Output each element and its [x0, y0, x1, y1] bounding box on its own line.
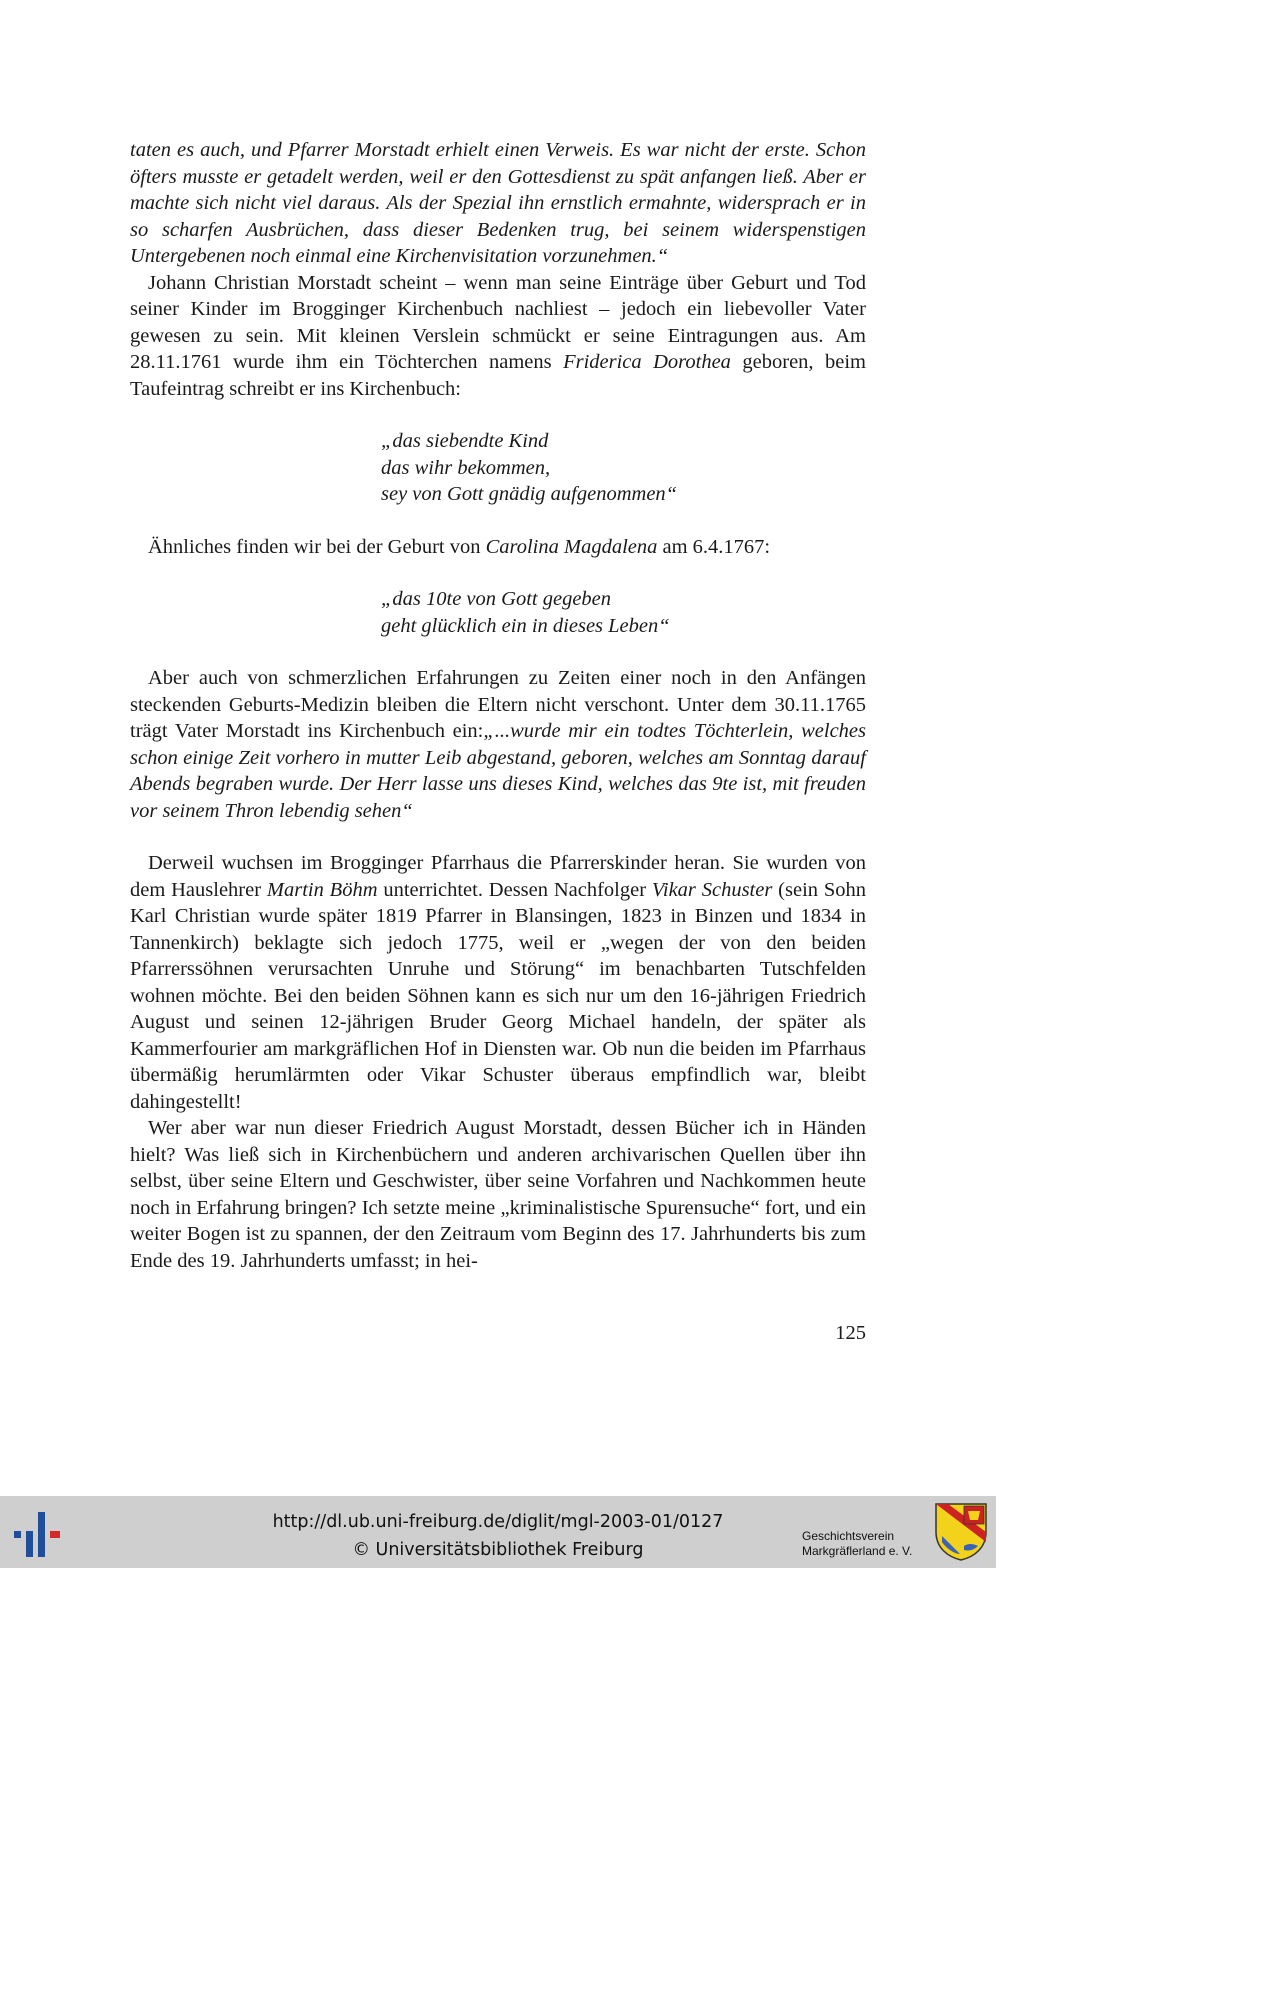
- name-friderica-dorothea: Friderica Dorothea: [563, 351, 731, 373]
- markgraeflerland-crest-icon: [934, 1502, 988, 1562]
- verse-line: „das 10te von Gott gegeben: [381, 588, 612, 610]
- kirchenbuch-quote: „...wurde mir ein todtes Töchterlein, welches schon einige Zeit vorhero in mutter Leib abgestand, geboren, welches am Sonntag darauf Abends begraben wurde. Der Herr lasse uns dieses Kind, welches das 9te ist, mit freuden vor seinem Thron lebendig sehen“: [130, 720, 866, 822]
- name-martin-boehm: Martin Böhm: [266, 878, 378, 901]
- verse-10te: [130, 586, 866, 639]
- paragraph-quote-continuation: taten es auch, und Pfarrer Morstadt erhielt einen Verweis. Es war nicht der erste. Schon öfters musste er getadelt werden, weil er den Gottesdienst zu spät anfangen ließ. Aber er machte sich nicht viel daraus. Als der Spezial ihn ernstlich ermahnte, widersprach er in so scharfen Ausbrüchen, dass dieser Bedenken trug, bei seinem widerspenstigen Untergebenen noch einmal eine Kirchenvisitation vorzunehmen.“: [130, 139, 866, 267]
- verse-line: sey von Gott gnädig aufgenommen“: [381, 483, 678, 505]
- verse-line: das wihr bekommen,: [381, 456, 551, 479]
- name-vikar-schuster: Vikar Schuster: [651, 878, 773, 901]
- paragraph-morstadt-father: Johann Christian Morstadt scheint – wenn man seine Einträge über Geburt und Tod seiner Kinder im Brogginger Kirchenbuch nachliest – jedoch ein liebevoller Vater gewesen zu sein. Mit kleinen Verslein schmückt er seine Eintragungen aus. Am 28.11.1761 wurde ihm ein Töchterchen namens Friderica Dorothea geboren, beim Taufeintrag schreibt er ins Kirchenbuch:: [130, 271, 866, 400]
- verse-line: geht glücklich ein in dieses Leben“: [381, 614, 670, 637]
- verse-line: „das siebendte Kind: [381, 430, 549, 452]
- verse-siebendte-kind: [130, 428, 866, 508]
- source-url-link[interactable]: http://dl.ub.uni-freiburg.de/diglit/mgl-2003-01/0127: [272, 1512, 724, 1532]
- copyright-text: © Universitätsbibliothek Freiburg: [352, 1540, 644, 1560]
- page-number: 125: [835, 1322, 866, 1344]
- body-text: [130, 137, 866, 1274]
- paragraph-carolina: Ähnliches finden wir bei der Geburt von Carolina Magdalena am 6.4.1767:: [148, 535, 771, 558]
- paragraph-friedrich-august: Wer aber war nun dieser Friedrich August Morstadt, dessen Bücher ich in Händen hielt? Was ließ sich in Kirchenbüchern und anderen archivarischen Quellen über ihn selbst, über seine Eltern und Geschwister, über seine Vorfahren und Nachkommen heute noch in Erfahrung bringen? Ich setzte meine „kriminalistische Spurensuche“ fort, und ein weiter Bogen ist zu spannen, der den Zeitraum vom Beginn des 17. Jahrhunderts bis zum Ende des 19. Jahrhunderts umfasst; in hei-: [130, 1117, 866, 1272]
- name-carolina-magdalena: Carolina Magdalena: [485, 535, 658, 558]
- paragraph-schmerzliche-erfahrungen: Aber auch von schmerzlichen Erfahrungen zu Zeiten einer noch in den Anfängen steckenden Geburts-Medizin bleiben die Eltern nicht verschont. Unter dem 30.11.1765 trägt Vater Morstadt ins Kirchenbuch ein:„...wurde mir ein todtes Töchterlein, welches schon einige Zeit vorhero in mutter Leib abgestand, geboren, welches am Sonntag darauf Abends begraben wurde. Der Herr lasse uns dieses Kind, welches das 9te ist, mit freuden vor seinem Thron lebendig sehen“: [130, 667, 866, 822]
- footer-bar: [0, 1496, 996, 1568]
- paragraph-pfarrerskinder: Derweil wuchsen im Brogginger Pfarrhaus die Pfarrerskinder heran. Sie wurden von dem Hauslehrer Martin Böhm unterrichtet. Dessen Nachfolger Vikar Schuster (sein Sohn Karl Christian wurde später 1819 Pfarrer in Blansingen, 1823 in Binzen und 1834 in Tannenkirch) beklagte sich jedoch 1775, weil er „wegen der von den beiden Pfarrerssöhnen verursachten Unruhe und Störung“ im benachbarten Tutschfelden wohnen möchte. Bei den beiden Söhnen kann es sich nur um den 16-jährigen Friedrich August und seinen 12-jährigen Bruder Georg Michael handeln, der später als Kammerfourier am markgräflichen Hof in Diensten war. Ob nun die beiden im Pfarrhaus übermäßig herumlärmten oder Vikar Schuster überaus empfindlich war, bleibt dahingestellt!: [130, 852, 867, 1113]
- society-name: Geschichtsverein Markgräflerland e. V.: [802, 1529, 913, 1558]
